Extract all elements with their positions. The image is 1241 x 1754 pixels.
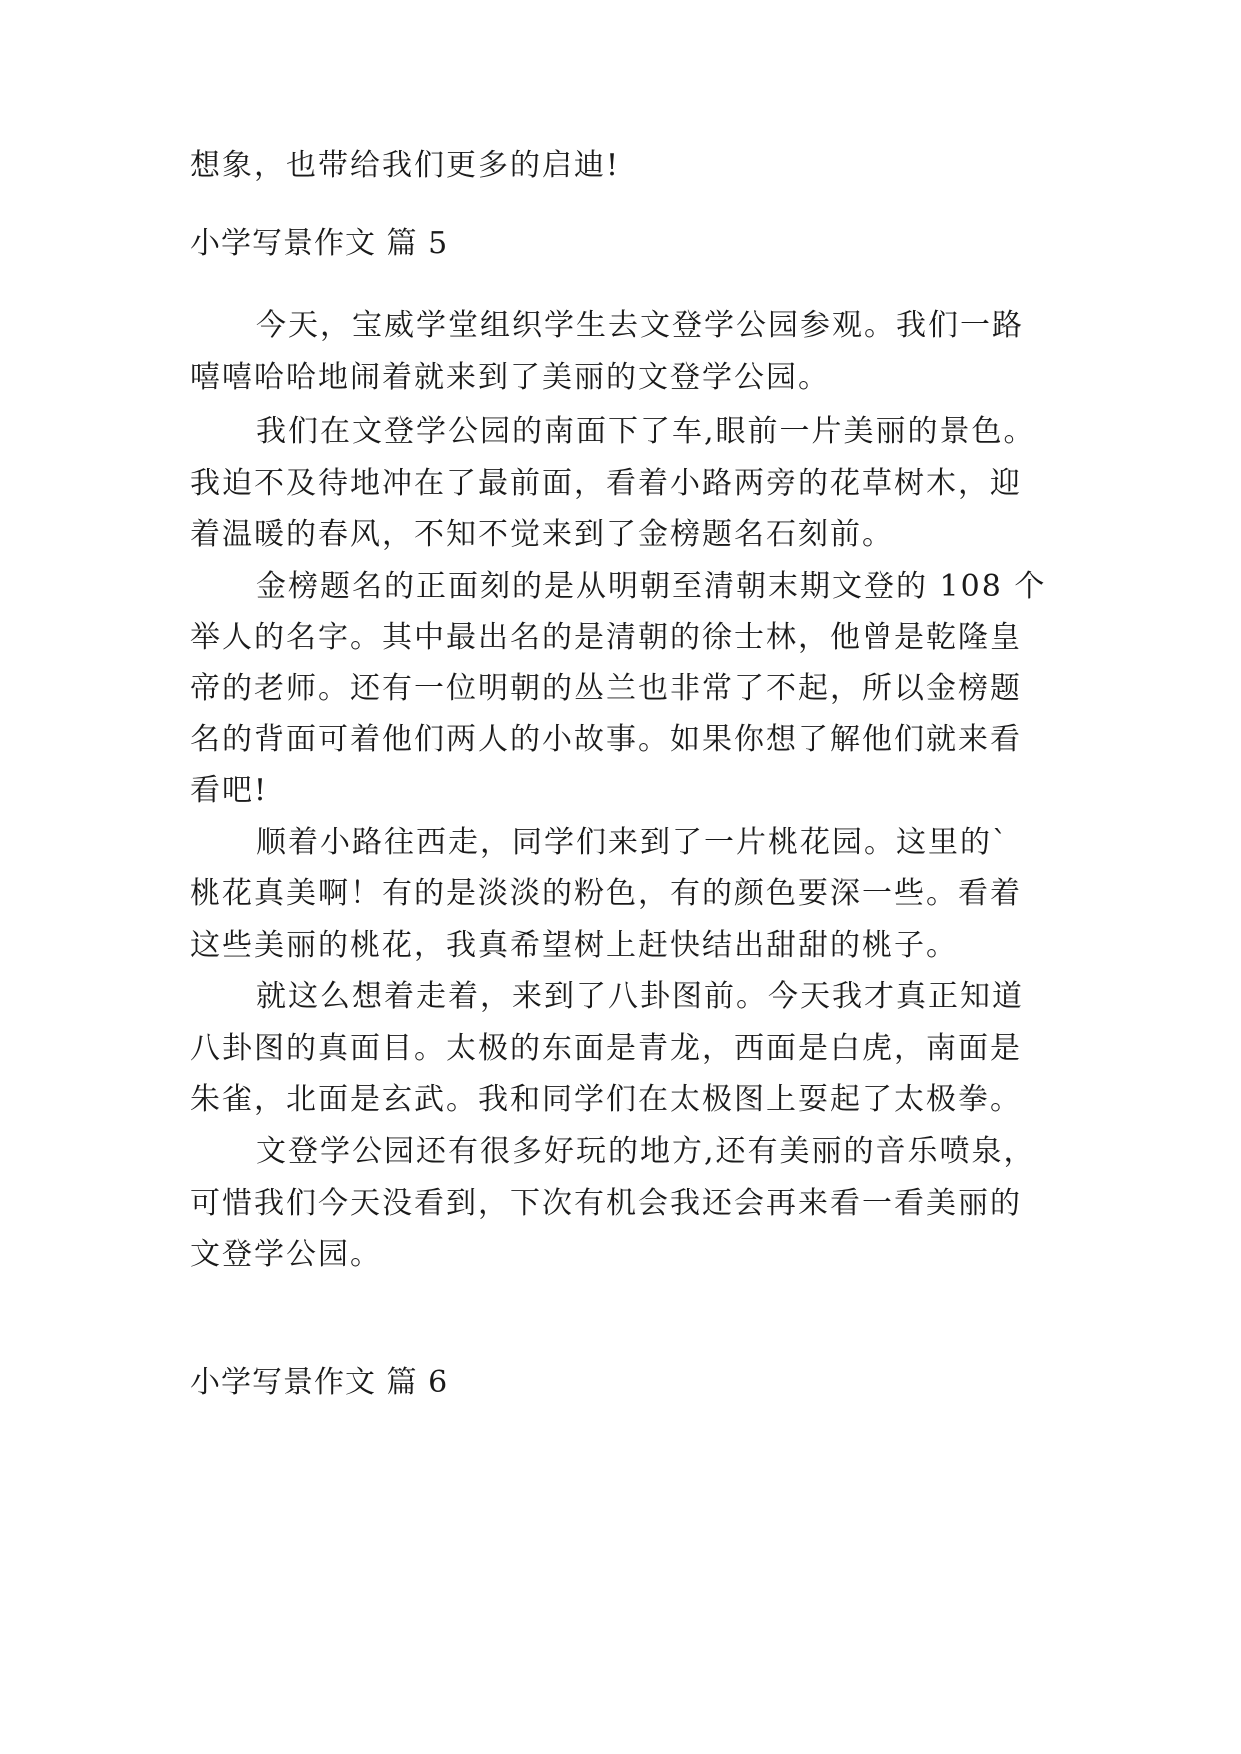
paragraph-line: 这些美丽的桃花，我真希望树上赶快结出甜甜的桃子。 [190,928,958,963]
paragraph-line: 今天，宝威学堂组织学生去文登学公园参观。我们一路 [256,308,1024,343]
paragraph-line: 文登学公园还有很多好玩的地方,还有美丽的音乐喷泉， [256,1134,1036,1169]
document-page [190,0,1050,1754]
paragraph-line: 朱雀，北面是玄武。我和同学们在太极图上耍起了太极拳。 [190,1082,1022,1117]
paragraph-line: 金榜题名的正面刻的是从明朝至清朝末期文登的 108 个 [256,569,1047,604]
paragraph-line: 名的背面可着他们两人的小故事。如果你想了解他们就来看 [190,722,1022,757]
intro-tail-line: 想象，也带给我们更多的启迪! [190,148,621,183]
paragraph-line: 看吧! [190,773,269,808]
section-5-heading: 小学写景作文 篇 5 [190,226,449,261]
paragraph-line: 可惜我们今天没看到，下次有机会我还会再来看一看美丽的 [190,1186,1022,1221]
paragraph-line: 文登学公园。 [190,1237,382,1272]
paragraph-line: 我们在文登学公园的南面下了车,眼前一片美丽的景色。 [256,414,1036,449]
paragraph-line: 嘻嘻哈哈地闹着就来到了美丽的文登学公园。 [190,360,830,395]
paragraph-line: 顺着小路往西走，同学们来到了一片桃花园。这里的` [256,825,1009,860]
paragraph-line: 桃花真美啊！有的是淡淡的粉色，有的颜色要深一些。看着 [190,876,1022,911]
paragraph-line: 举人的名字。其中最出名的是清朝的徐士林，他曾是乾隆皇 [190,620,1022,655]
paragraph-line: 着温暖的春风，不知不觉来到了金榜题名石刻前。 [190,517,894,552]
paragraph-line: 我迫不及待地冲在了最前面，看着小路两旁的花草树木，迎 [190,466,1022,501]
paragraph-line: 八卦图的真面目。太极的东面是青龙，西面是白虎，南面是 [190,1031,1022,1066]
paragraph-line: 帝的老师。还有一位明朝的丛兰也非常了不起，所以金榜题 [190,671,1022,706]
section-6-heading: 小学写景作文 篇 6 [190,1365,449,1400]
paragraph-line: 就这么想着走着，来到了八卦图前。今天我才真正知道 [256,979,1024,1014]
